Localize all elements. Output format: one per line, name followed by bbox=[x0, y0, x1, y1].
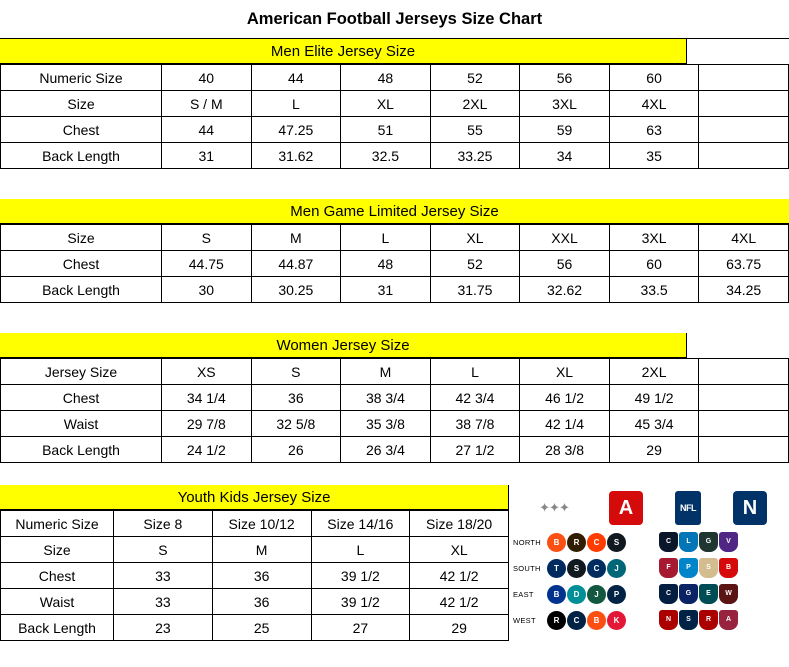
table-cell: 34 bbox=[520, 143, 610, 169]
table-row bbox=[1, 143, 789, 169]
table-cell: 3XL bbox=[520, 91, 610, 117]
row-label: Size bbox=[1, 225, 162, 251]
table-cell-empty bbox=[699, 437, 789, 463]
table-row bbox=[1, 359, 789, 385]
size-table bbox=[0, 224, 789, 303]
table-cell: 27 bbox=[311, 615, 410, 641]
table-row bbox=[1, 437, 789, 463]
table-cell: 35 3/8 bbox=[341, 411, 431, 437]
table-cell: 2XL bbox=[609, 359, 699, 385]
conference-logos-row bbox=[509, 487, 789, 529]
table-cell: M bbox=[212, 537, 311, 563]
row-label: Waist bbox=[1, 411, 162, 437]
table-cell: 26 3/4 bbox=[341, 437, 431, 463]
table-row bbox=[1, 91, 789, 117]
table-cell: 4XL bbox=[699, 225, 789, 251]
team-logo-icon: G bbox=[679, 584, 698, 604]
table-cell: 27 1/2 bbox=[430, 437, 520, 463]
team-logo-icon: W bbox=[719, 584, 738, 604]
table-cell: L bbox=[430, 359, 520, 385]
division-row bbox=[513, 581, 785, 607]
team-logo-icon: S bbox=[567, 559, 586, 578]
row-label: Chest bbox=[1, 563, 114, 589]
afc-logo: A bbox=[609, 491, 643, 525]
division-label: NORTH bbox=[513, 537, 542, 547]
table-row bbox=[1, 615, 509, 641]
afc-team-logos bbox=[547, 559, 651, 578]
table-cell-empty bbox=[699, 143, 789, 169]
table-cell: 42 1/2 bbox=[410, 563, 509, 589]
row-label: Size bbox=[1, 537, 114, 563]
table-cell: 44.87 bbox=[251, 251, 341, 277]
team-logo-icon: J bbox=[587, 585, 606, 604]
row-label: Chest bbox=[1, 117, 162, 143]
table-cell: 39 1/2 bbox=[311, 563, 410, 589]
table-cell: 47.25 bbox=[251, 117, 341, 143]
nfc-logo: N bbox=[733, 491, 767, 525]
page-title: American Football Jerseys Size Chart bbox=[0, 0, 789, 39]
table-cell: Size 10/12 bbox=[212, 511, 311, 537]
table-cell: S bbox=[114, 537, 213, 563]
table-cell: 42 3/4 bbox=[430, 385, 520, 411]
table-row bbox=[1, 385, 789, 411]
row-label: Numeric Size bbox=[1, 511, 114, 537]
team-logo-icon: L bbox=[679, 532, 698, 552]
table-cell: 52 bbox=[430, 251, 520, 277]
team-logo-icon: G bbox=[699, 532, 718, 552]
team-logo-icon: T bbox=[547, 559, 566, 578]
table-cell: 31.75 bbox=[430, 277, 520, 303]
nfc-team-logos bbox=[659, 558, 738, 578]
team-logo-icon: S bbox=[699, 558, 718, 578]
table-cell: 56 bbox=[520, 65, 610, 91]
table-row bbox=[1, 65, 789, 91]
table-cell: 26 bbox=[251, 437, 341, 463]
team-logo-icon: V bbox=[719, 532, 738, 552]
table-cell: Size 8 bbox=[114, 511, 213, 537]
table-cell: 24 1/2 bbox=[162, 437, 252, 463]
stars-icon: ✦✦✦ bbox=[539, 500, 569, 515]
size-table bbox=[0, 64, 789, 169]
table-cell: 23 bbox=[114, 615, 213, 641]
table-row bbox=[1, 225, 789, 251]
table-cell: 34 1/4 bbox=[162, 385, 252, 411]
division-label: SOUTH bbox=[513, 563, 541, 573]
size-table bbox=[0, 358, 789, 463]
table-cell: Size 18/20 bbox=[410, 511, 509, 537]
table-row bbox=[1, 277, 789, 303]
table-cell: 2XL bbox=[430, 91, 520, 117]
youth-section bbox=[0, 485, 509, 641]
team-logo-icon: B bbox=[719, 558, 738, 578]
table-cell: 32 5/8 bbox=[251, 411, 341, 437]
table-row bbox=[1, 589, 509, 615]
team-logo-icon: N bbox=[659, 610, 678, 630]
team-logo-icon: F bbox=[659, 558, 678, 578]
afc-team-logos bbox=[547, 533, 651, 552]
nfl-logo: NFL bbox=[675, 491, 701, 525]
table-cell: 49 1/2 bbox=[609, 385, 699, 411]
table-cell: 48 bbox=[341, 251, 431, 277]
row-label: Chest bbox=[1, 251, 162, 277]
table-cell: 51 bbox=[341, 117, 431, 143]
team-logo-icon: D bbox=[567, 585, 586, 604]
youth-size-table bbox=[0, 510, 509, 641]
table-cell: 34.25 bbox=[699, 277, 789, 303]
table-cell-empty bbox=[699, 117, 789, 143]
section-header: Men Elite Jersey Size bbox=[0, 39, 687, 64]
table-cell: L bbox=[311, 537, 410, 563]
table-cell: 3XL bbox=[609, 225, 699, 251]
nfc-team-logos bbox=[659, 584, 738, 604]
size-sections bbox=[0, 39, 789, 463]
table-cell: 33 bbox=[114, 589, 213, 615]
spacer bbox=[0, 303, 789, 333]
team-logo-icon: B bbox=[547, 533, 566, 552]
team-logo-icon: B bbox=[547, 585, 566, 604]
table-cell: 31 bbox=[162, 143, 252, 169]
table-cell: 33.5 bbox=[609, 277, 699, 303]
table-cell: 45 3/4 bbox=[609, 411, 699, 437]
table-cell: 55 bbox=[430, 117, 520, 143]
team-logo-icon: S bbox=[679, 610, 698, 630]
row-label: Back Length bbox=[1, 437, 162, 463]
nfc-team-logos bbox=[659, 532, 738, 552]
table-cell: 28 3/8 bbox=[520, 437, 610, 463]
table-cell: 33 bbox=[114, 563, 213, 589]
section-header: Men Game Limited Jersey Size bbox=[0, 199, 789, 224]
table-cell: 39 1/2 bbox=[311, 589, 410, 615]
table-cell: 63 bbox=[609, 117, 699, 143]
table-cell: 42 1/2 bbox=[410, 589, 509, 615]
table-cell: 36 bbox=[251, 385, 341, 411]
table-cell: L bbox=[341, 225, 431, 251]
table-cell: 40 bbox=[162, 65, 252, 91]
team-logo-icon: S bbox=[607, 533, 626, 552]
division-grid bbox=[509, 529, 789, 633]
table-row bbox=[1, 251, 789, 277]
team-logo-icon: R bbox=[567, 533, 586, 552]
team-logo-icon: E bbox=[699, 584, 718, 604]
youth-section-header: Youth Kids Jersey Size bbox=[0, 485, 509, 510]
table-cell: M bbox=[251, 225, 341, 251]
table-cell: 44.75 bbox=[162, 251, 252, 277]
afc-team-logos bbox=[547, 585, 651, 604]
youth-and-logos bbox=[0, 485, 789, 641]
table-cell: 52 bbox=[430, 65, 520, 91]
spacer bbox=[0, 169, 789, 199]
team-logo-icon: C bbox=[659, 532, 678, 552]
team-logo-icon: P bbox=[607, 585, 626, 604]
table-cell: XXL bbox=[520, 225, 610, 251]
team-logo-icon: C bbox=[567, 611, 586, 630]
table-cell: M bbox=[341, 359, 431, 385]
table-cell: XL bbox=[410, 537, 509, 563]
table-cell-empty bbox=[699, 359, 789, 385]
team-logo-icon: R bbox=[699, 610, 718, 630]
division-row bbox=[513, 607, 785, 633]
table-cell: 36 bbox=[212, 589, 311, 615]
section-header: Women Jersey Size bbox=[0, 333, 687, 358]
division-row bbox=[513, 555, 785, 581]
team-logo-icon: C bbox=[659, 584, 678, 604]
team-logo-icon: A bbox=[719, 610, 738, 630]
team-logo-icon: C bbox=[587, 533, 606, 552]
table-cell: 60 bbox=[609, 251, 699, 277]
table-cell: 60 bbox=[609, 65, 699, 91]
table-row bbox=[1, 411, 789, 437]
row-label: Back Length bbox=[1, 143, 162, 169]
table-row bbox=[1, 511, 509, 537]
row-label: Size bbox=[1, 91, 162, 117]
team-logo-icon: C bbox=[587, 559, 606, 578]
table-cell: 30 bbox=[162, 277, 252, 303]
table-cell: S bbox=[162, 225, 252, 251]
nfc-team-logos bbox=[659, 610, 738, 630]
table-cell: 32.62 bbox=[520, 277, 610, 303]
row-label: Numeric Size bbox=[1, 65, 162, 91]
table-row bbox=[1, 117, 789, 143]
table-cell: 25 bbox=[212, 615, 311, 641]
table-cell: 4XL bbox=[609, 91, 699, 117]
table-cell: 29 7/8 bbox=[162, 411, 252, 437]
table-cell: 31.62 bbox=[251, 143, 341, 169]
table-row bbox=[1, 537, 509, 563]
team-logo-icon: K bbox=[607, 611, 626, 630]
row-label: Waist bbox=[1, 589, 114, 615]
afc-team-logos bbox=[547, 611, 651, 630]
row-label: Back Length bbox=[1, 615, 114, 641]
table-cell: 44 bbox=[162, 117, 252, 143]
table-cell: 59 bbox=[520, 117, 610, 143]
table-cell: 29 bbox=[609, 437, 699, 463]
table-cell: 33.25 bbox=[430, 143, 520, 169]
table-cell: 38 3/4 bbox=[341, 385, 431, 411]
table-cell: XL bbox=[520, 359, 610, 385]
table-cell: S bbox=[251, 359, 341, 385]
table-cell: XS bbox=[162, 359, 252, 385]
table-cell: 44 bbox=[251, 65, 341, 91]
team-logo-icon: B bbox=[587, 611, 606, 630]
table-cell: XL bbox=[341, 91, 431, 117]
table-cell: 46 1/2 bbox=[520, 385, 610, 411]
table-cell: 32.5 bbox=[341, 143, 431, 169]
table-cell: 42 1/4 bbox=[520, 411, 610, 437]
table-cell: 63.75 bbox=[699, 251, 789, 277]
table-cell-empty bbox=[699, 65, 789, 91]
table-cell-empty bbox=[699, 91, 789, 117]
division-row bbox=[513, 529, 785, 555]
table-cell: XL bbox=[430, 225, 520, 251]
table-cell: L bbox=[251, 91, 341, 117]
table-cell: 35 bbox=[609, 143, 699, 169]
row-label: Chest bbox=[1, 385, 162, 411]
division-label: WEST bbox=[513, 615, 536, 625]
table-cell-empty bbox=[699, 385, 789, 411]
spacer bbox=[0, 463, 789, 485]
table-cell: 38 7/8 bbox=[430, 411, 520, 437]
row-label: Back Length bbox=[1, 277, 162, 303]
table-cell-empty bbox=[699, 411, 789, 437]
team-logo-icon: R bbox=[547, 611, 566, 630]
team-logo-icon: J bbox=[607, 559, 626, 578]
row-label: Jersey Size bbox=[1, 359, 162, 385]
table-cell: 30.25 bbox=[251, 277, 341, 303]
table-cell: 48 bbox=[341, 65, 431, 91]
table-cell: 31 bbox=[341, 277, 431, 303]
nfl-teams-logo-panel bbox=[509, 485, 789, 633]
table-cell: 36 bbox=[212, 563, 311, 589]
table-cell: S / M bbox=[162, 91, 252, 117]
table-row bbox=[1, 563, 509, 589]
division-label: EAST bbox=[513, 589, 534, 599]
team-logo-icon: P bbox=[679, 558, 698, 578]
table-cell: Size 14/16 bbox=[311, 511, 410, 537]
table-cell: 29 bbox=[410, 615, 509, 641]
table-cell: 56 bbox=[520, 251, 610, 277]
